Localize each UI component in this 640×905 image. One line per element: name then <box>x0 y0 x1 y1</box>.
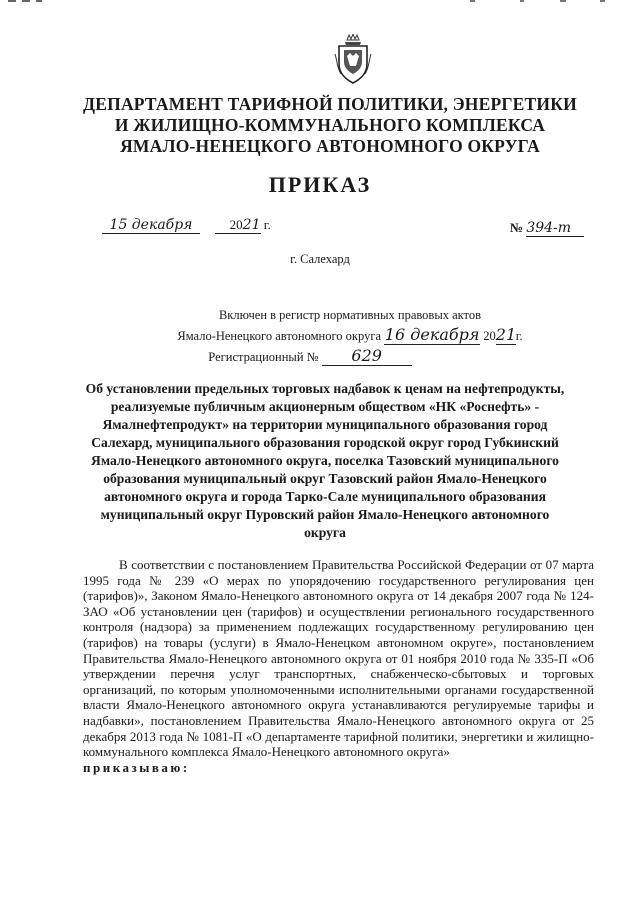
order-number <box>510 220 584 237</box>
title-line: автономного округа и города Тарко-Сале муниципального образования <box>104 489 546 504</box>
order-year-suffix: г. <box>263 217 271 232</box>
title-line: Ямалнефтепродукт» на территории муниципального образования город <box>102 417 548 432</box>
coat-of-arms-icon <box>333 34 373 86</box>
body-paragraph: В соответствии с постановлением Правительства Российской Федерации от 07 марта 1995 года № 239 «О мерах по упорядочению государственного регулирования цен (тарифов)», Законом Ямало-Ненецкого автономного округа от 14 декабря 2007 года № 124-ЗАО «Об установлении цен (тарифов) и осуществлении регионального государственного контроля (надзора) за применением подлежащих государственному регулированию цен (тарифов) на товары (услуги) в Ямало-Ненецком автономном округе», постановлением Правительства Ямало-Ненецкого автономного округа от 01 ноября 2010 года № 335-П «Об утверждении перечня услуг транспортных, снабженческо-сбытовых и торговых организаций, по которым уполномоченными исполнительными органами государственной власти Ямало-Ненецкого автономного округа устанавливаются регулируемые тарифы и надбавки», постановлением Правительства Ямало-Ненецкого автономного округа от 25 декабря 2013 года № 1081-П «О департаменте тарифной политики, энергетики и жилищно-коммунального комплекса Ямало-Ненецкого автономного округа» <box>83 557 594 760</box>
registry-line2-prefix: Ямало-Ненецкого автономного округа <box>177 329 382 343</box>
order-year-handwritten: 21 <box>242 217 261 233</box>
registry-line1: Включен в регистр нормативных правовых актов <box>218 308 482 322</box>
registry-number-label: Регистрационный № <box>208 350 319 364</box>
department-name <box>60 94 600 157</box>
title-line: Ямало-Ненецкого автономного округа, поселка Тазовский муниципального <box>91 453 559 468</box>
order-closing: приказываю: <box>83 759 190 775</box>
registry-year-handwritten: 21 <box>495 325 517 344</box>
order-title <box>50 380 600 542</box>
department-line: ДЕПАРТАМЕНТ ТАРИФНОЙ ПОЛИТИКИ, ЭНЕРГЕТИКИ <box>83 94 577 114</box>
title-line: Об установлении предельных торговых надбавок к ценам на нефтепродукты, <box>85 381 565 396</box>
title-line: округа <box>304 525 346 540</box>
department-line: ЯМАЛО-НЕНЕЦКОГО АВТОНОМНОГО ОКРУГА <box>120 136 540 156</box>
title-line: образования муниципальный округ Тазовский район Ямало-Ненецкого <box>103 471 547 486</box>
registry-year-suffix: г. <box>515 329 523 343</box>
order-year-prefix: 20 <box>229 217 243 232</box>
order-body <box>83 557 594 775</box>
order-number-label: № <box>510 220 524 235</box>
registry-number-handwritten: 629 <box>322 346 412 366</box>
title-line: реализуемые публичным акционерным обществом «НК «Роснефть» - <box>110 399 540 414</box>
registry-year-prefix: 20 <box>483 329 496 343</box>
registry-stamp <box>100 306 600 367</box>
order-date <box>102 217 271 234</box>
title-line: муниципальный округ Пуровский район Ямало-Ненецкого автономного <box>100 507 550 522</box>
scan-edge-marks <box>0 0 640 8</box>
order-date-handwritten: 15 декабря <box>102 217 200 234</box>
department-line: И ЖИЛИЩНО-КОММУНАЛЬНОГО КОМПЛЕКСА <box>114 115 546 135</box>
registry-date-handwritten: 16 декабря <box>384 325 480 344</box>
city: г. Салехард <box>290 252 350 266</box>
document-type: ПРИКАЗ <box>268 172 372 197</box>
order-number-handwritten: 394-т <box>526 220 584 237</box>
title-line: Салехард, муниципального образования городской округ город Губкинский <box>91 435 559 450</box>
